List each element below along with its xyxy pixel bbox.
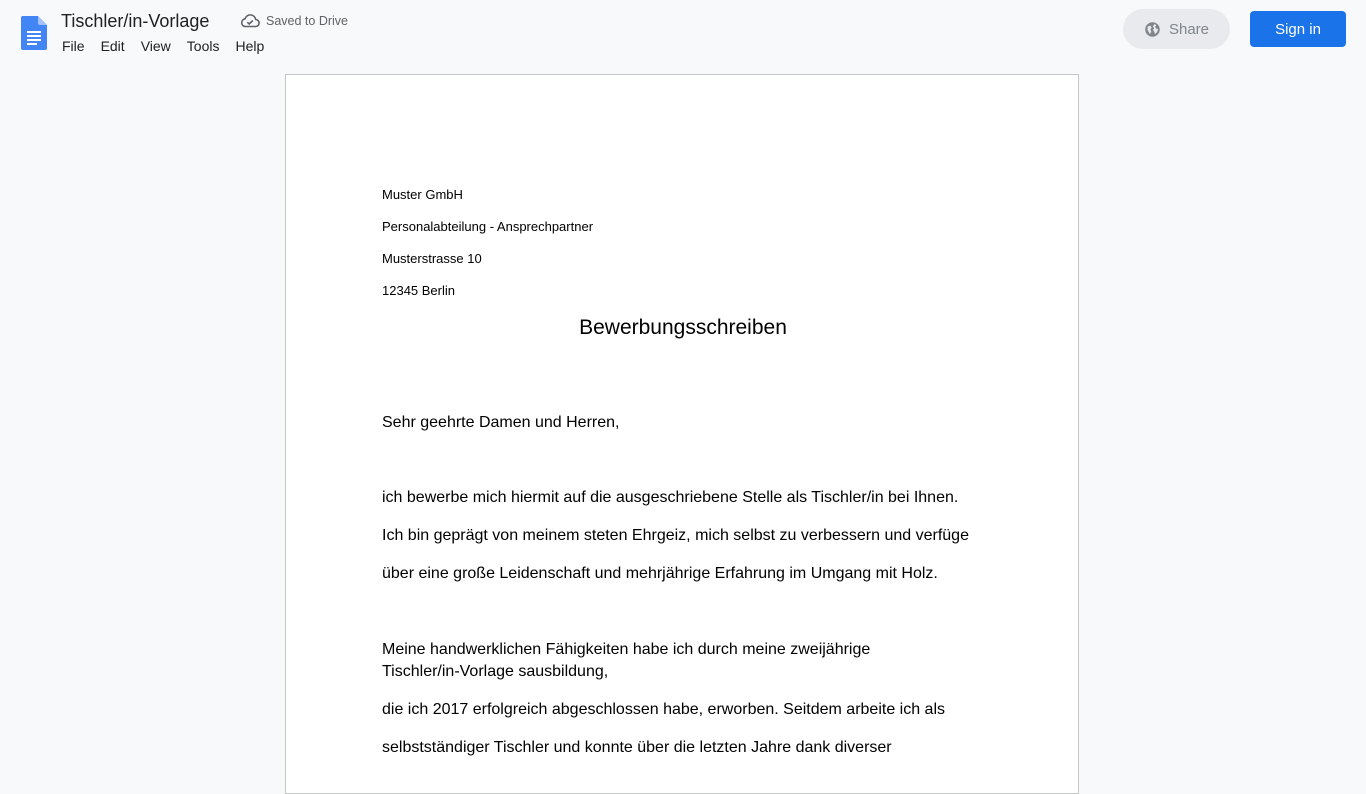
menu-help[interactable]: Help [235,38,265,54]
save-status[interactable] [240,13,348,29]
menu-tools[interactable]: Tools [186,38,220,54]
document-heading: Bewerbungsschreiben [579,316,787,339]
address-department: Personalabteilung - Ansprechpartner [382,219,594,234]
document-title[interactable]: Tischler/in-Vorlage [61,11,210,31]
address-street: Musterstrasse 10 [382,251,482,266]
menu-view[interactable]: View [140,38,171,54]
menu-file[interactable]: File [62,38,85,54]
address-city: 12345 Berlin [382,283,455,298]
paragraph-2-line-1: Meine handwerklichen Fähigkeiten habe ich durch meine zweijährige [382,641,871,658]
menu-edit[interactable]: Edit [100,38,125,54]
paragraph-2-line-4: selbstständiger Tischler und konnte über die letzten Jahre dank diverser [382,739,892,756]
cloud-done-icon [240,13,260,29]
paragraph-2-line-2: Tischler/in-Vorlage sausbildung, [382,663,609,680]
share-button[interactable] [1123,9,1230,49]
save-status-label: Saved to Drive [266,14,348,28]
paragraph-2-line-3: die ich 2017 erfolgreich abgeschlossen habe, erworben. Seitdem arbeite ich als [382,701,946,718]
share-label: Share [1168,20,1210,38]
google-docs-icon[interactable] [21,16,47,50]
globe-icon [1144,21,1161,38]
sign-in-button[interactable]: Sign in [1250,11,1346,47]
document-page[interactable] [285,74,1079,794]
address-company: Muster GmbH [382,187,463,202]
salutation: Sehr geehrte Damen und Herren, [382,414,620,431]
menu-bar [54,36,272,56]
paragraph-1-line-3: über eine große Leidenschaft und mehrjährige Erfahrung im Umgang mit Holz. [382,565,938,582]
document-body [382,187,984,756]
app-header [0,0,1366,64]
paragraph-1-line-1: ich bewerbe mich hiermit auf die ausgeschriebene Stelle als Tischler/in bei Ihnen. [382,489,959,506]
paragraph-1-line-2: Ich bin geprägt von meinem steten Ehrgeiz, mich selbst zu verbessern und verfüge [382,527,969,544]
